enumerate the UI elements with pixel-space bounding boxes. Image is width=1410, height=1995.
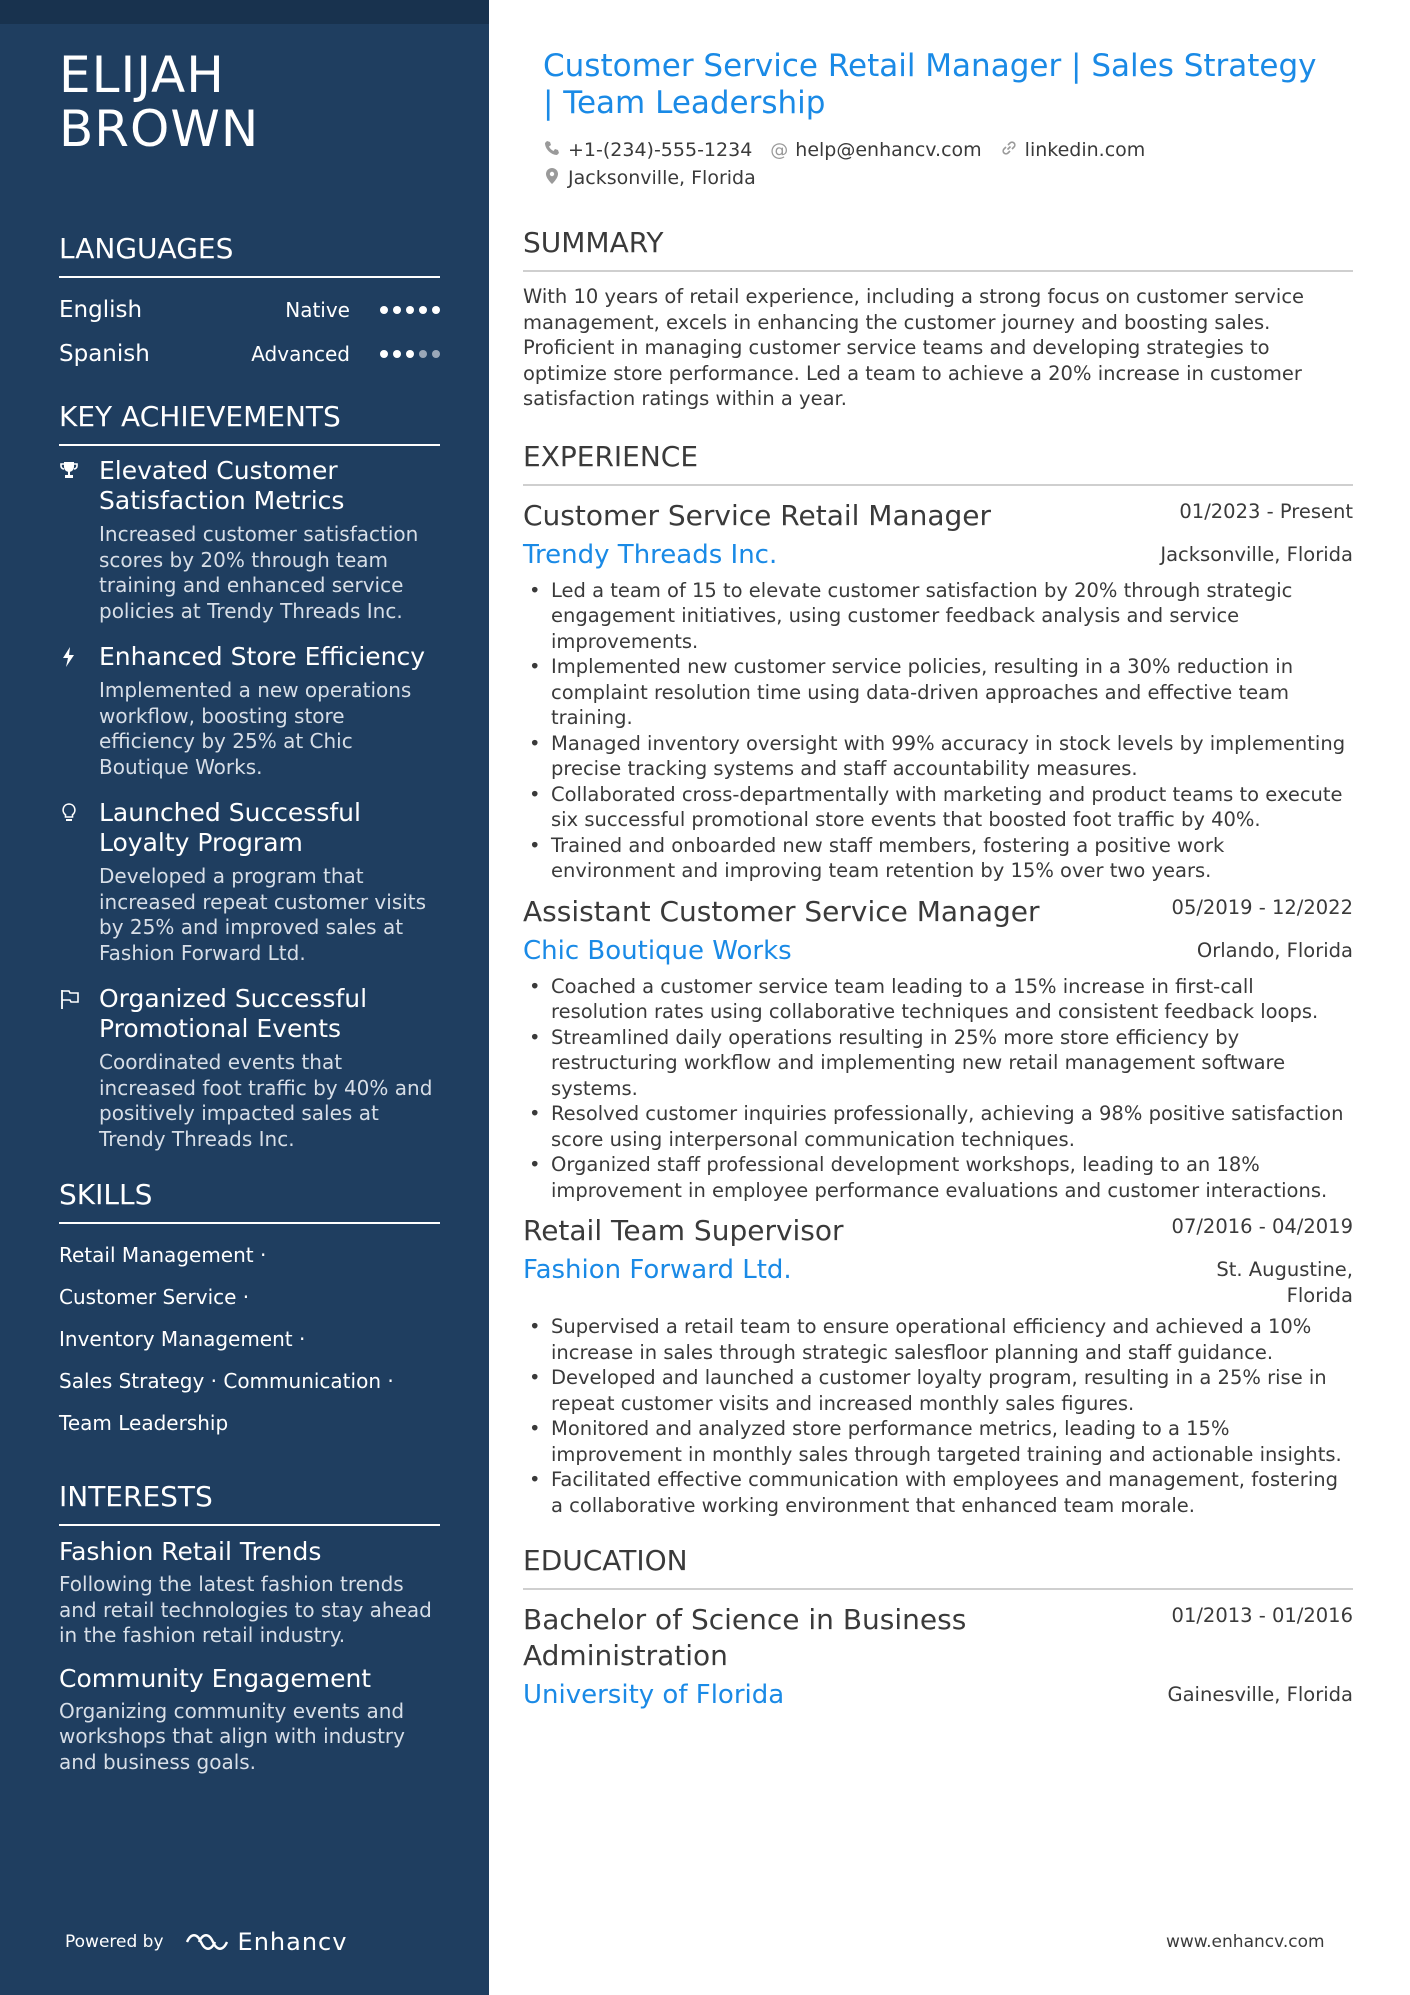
experience-section xyxy=(523,440,1353,1519)
interests-heading: INTERESTS xyxy=(59,1480,440,1526)
bullet-item: • Organized staff professional development workshops, leading to an 18% improvement in employee performance evaluations and customer interactions. xyxy=(523,1152,1353,1203)
achievement-desc: Coordinated events that increased foot traffic by 40% and positively impacted sales at Trendy Threads Inc. xyxy=(99,1050,433,1151)
candidate-name xyxy=(59,48,440,156)
achievement-title: Launched Successful Loyalty Program xyxy=(99,798,361,857)
education-location: Gainesville, Florida xyxy=(1167,1683,1353,1706)
brand-logo[interactable] xyxy=(184,1928,348,1956)
interests-section xyxy=(59,1480,440,1775)
interest-title: Community Engagement xyxy=(59,1663,372,1693)
email-text: help@enhancv.com xyxy=(795,139,982,161)
achievement-desc: Developed a program that increased repeat customer visits by 25% and improved sales at Fashion Forward Ltd. xyxy=(99,864,427,965)
bullet-item: • Streamlined daily operations resulting in 25% more store efficiency by restructuring workflow and implementing new retail management software systems. xyxy=(523,1025,1353,1102)
languages-section xyxy=(59,232,440,376)
rating-dot-filled xyxy=(432,306,440,314)
language-name: English xyxy=(59,297,143,323)
job-dates: 05/2019 - 12/2022 xyxy=(1171,895,1353,919)
bullet-item: • Developed and launched a customer loyalty program, resulting in a 25% rise in repeat customer visits and increased monthly sales figures. xyxy=(523,1365,1353,1416)
achievement-item xyxy=(59,456,440,624)
sidebar xyxy=(0,0,489,1995)
location xyxy=(543,167,756,190)
achievement-title: Enhanced Store Efficiency xyxy=(99,642,426,671)
trophy-icon xyxy=(59,456,99,624)
language-name: Spanish xyxy=(59,341,150,367)
bullet-item: • Resolved customer inquiries professionally, achieving a 98% positive satisfaction score using interpersonal communication techniques. xyxy=(523,1101,1353,1152)
bullet-item: • Led a team of 15 to elevate customer satisfaction by 20% through strategic engagement initiatives, using customer feedback analysis and service improvements. xyxy=(523,578,1353,655)
rating-dot-filled xyxy=(419,306,427,314)
skill-line: Sales Strategy · Communication · xyxy=(59,1369,394,1393)
linkedin-text: linkedin.com xyxy=(1024,139,1146,161)
rating-dot-empty xyxy=(432,350,440,358)
job-location: Jacksonville, Florida xyxy=(1160,542,1353,566)
linkedin[interactable] xyxy=(1000,139,1146,162)
skill-line: Inventory Management · xyxy=(59,1327,306,1351)
degree: Bachelor of Science in Business Administration xyxy=(523,1603,967,1672)
achievement-item xyxy=(59,798,440,966)
job-bullets xyxy=(523,1314,1353,1518)
job-dates: 01/2023 - Present xyxy=(1179,499,1353,523)
rating-dot-empty xyxy=(419,350,427,358)
job-title: Assistant Customer Service Manager xyxy=(523,894,1040,928)
language-rating xyxy=(380,306,440,314)
enhancv-logo-icon xyxy=(184,1930,230,1954)
rating-dot-filled xyxy=(406,306,414,314)
summary-section xyxy=(523,226,1353,412)
bullet-item: • Collaborated cross-departmentally with marketing and product teams to execute six successful promotional store events that boosted foot traffic by 40%. xyxy=(523,782,1353,833)
company-name: Chic Boutique Works xyxy=(523,935,792,966)
education-heading: EDUCATION xyxy=(523,1544,1353,1590)
achievement-item xyxy=(59,642,440,780)
job-title: Retail Team Supervisor xyxy=(523,1214,844,1247)
last-name: BROWN xyxy=(59,100,260,158)
job-entry xyxy=(523,498,1353,884)
achievement-item xyxy=(59,984,440,1152)
phone-icon xyxy=(543,140,561,161)
school-name: University of Florida xyxy=(523,1680,785,1710)
education-section xyxy=(523,1544,1353,1712)
languages-heading: LANGUAGES xyxy=(59,232,440,278)
achievements-heading: KEY ACHIEVEMENTS xyxy=(59,400,440,446)
job-entry xyxy=(523,1213,1353,1518)
rating-dot-filled xyxy=(380,306,388,314)
at-icon: @ xyxy=(770,139,789,161)
interest-title: Fashion Retail Trends xyxy=(59,1537,322,1566)
powered-by xyxy=(65,1928,347,1956)
rating-dot-filled xyxy=(393,306,401,314)
language-row xyxy=(59,332,440,376)
language-level: Native xyxy=(285,298,350,322)
achievement-title: Organized Successful Promotional Events xyxy=(99,984,368,1043)
contact-info xyxy=(543,136,1353,192)
bullet-item: • Implemented new customer service policies, resulting in a 30% reduction in complaint resolution time using data-driven approaches and effective team training. xyxy=(523,654,1353,731)
language-rating xyxy=(380,350,440,358)
achievements-section xyxy=(59,400,440,1152)
achievement-desc: Implemented a new operations workflow, boosting store efficiency by 25% at Chic Boutique Works. xyxy=(99,678,412,779)
phone[interactable] xyxy=(543,139,752,161)
sidebar-top-bar xyxy=(0,0,489,24)
job-location: Orlando, Florida xyxy=(1196,938,1353,962)
skills-heading: SKILLS xyxy=(59,1178,440,1224)
rating-dot-filled xyxy=(406,350,414,358)
interest-desc: Organizing community events and workshops that align with industry and business goals. xyxy=(59,1698,405,1774)
first-name: ELIJAH xyxy=(59,46,225,104)
language-row xyxy=(59,288,440,332)
location-text: Jacksonville, Florida xyxy=(568,167,756,189)
phone-text: +1-(234)-555-1234 xyxy=(568,139,753,161)
job-title: Customer Service Retail Manager xyxy=(523,498,992,532)
job-entry xyxy=(523,894,1353,1204)
language-level: Advanced xyxy=(251,342,350,366)
footer-url[interactable]: www.enhancv.com xyxy=(1166,1932,1325,1952)
job-dates: 07/2016 - 04/2019 xyxy=(1171,1215,1353,1238)
email[interactable] xyxy=(770,139,981,161)
lightbulb-icon xyxy=(59,798,99,966)
education-entry xyxy=(523,1602,1353,1712)
bullet-item: • Monitored and analyzed store performance metrics, leading to a 15% improvement in monthly sales through targeted training and actionable insights. xyxy=(523,1416,1353,1467)
headline: Customer Service Retail Manager | Sales Strategy | Team Leadership xyxy=(543,48,1317,121)
bullet-item: • Coached a customer service team leading to a 15% increase in first-call resolution rates using collaborative techniques and consistent feedback loops. xyxy=(523,974,1353,1025)
powered-by-label: Powered by xyxy=(65,1932,164,1952)
skill-line: Team Leadership xyxy=(59,1411,229,1435)
main-content xyxy=(523,48,1353,1712)
rating-dot-filled xyxy=(380,350,388,358)
bullet-item: • Trained and onboarded new staff members, fostering a positive work environment and improving team retention by 15% over two years. xyxy=(523,833,1353,884)
brand-name: Enhancv xyxy=(237,1928,348,1956)
lightning-icon xyxy=(59,642,99,780)
skill-line: Retail Management · xyxy=(59,1243,267,1267)
flag-icon xyxy=(59,984,99,1152)
achievement-desc: Increased customer satisfaction scores by 20% through team training and enhanced service policies at Trendy Threads Inc. xyxy=(99,522,419,623)
company-name: Trendy Threads Inc. xyxy=(523,539,778,570)
interest-desc: Following the latest fashion trends and retail technologies to stay ahead in the fashion retail industry. xyxy=(59,1572,432,1647)
summary-text: With 10 years of retail experience, including a strong focus on customer service management, excels in enhancing the customer journey and boosting sales. Proficient in managing customer service teams and developing strategies to optimize store performance. Led a team to achieve a 20% increase in customer satisfaction ratings within a year. xyxy=(523,285,1305,410)
experience-heading: EXPERIENCE xyxy=(523,440,1353,486)
skill-line: Customer Service · xyxy=(59,1285,250,1309)
achievement-title: Elevated Customer Satisfaction Metrics xyxy=(99,456,345,515)
bullet-item: • Supervised a retail team to ensure operational efficiency and achieved a 10% increase in sales through strategic salesfloor planning and staff guidance. xyxy=(523,1314,1353,1365)
bullet-item: • Managed inventory oversight with 99% accuracy in stock levels by implementing precise tracking systems and staff accountability measures. xyxy=(523,731,1353,782)
company-name: Fashion Forward Ltd. xyxy=(523,1255,792,1285)
skills-section xyxy=(59,1178,440,1444)
interest-item xyxy=(59,1536,440,1649)
link-icon xyxy=(1000,139,1018,162)
bullet-item: • Facilitated effective communication with employees and management, fostering a collaborative working environment that enhanced team morale. xyxy=(523,1467,1353,1518)
rating-dot-filled xyxy=(393,350,401,358)
job-bullets xyxy=(523,578,1353,884)
education-dates: 01/2013 - 01/2016 xyxy=(1171,1604,1353,1627)
location-pin-icon xyxy=(543,167,561,190)
interest-item xyxy=(59,1663,440,1776)
summary-heading: SUMMARY xyxy=(523,226,1353,272)
job-bullets xyxy=(523,974,1353,1204)
job-location: St. Augustine, Florida xyxy=(1216,1258,1353,1307)
